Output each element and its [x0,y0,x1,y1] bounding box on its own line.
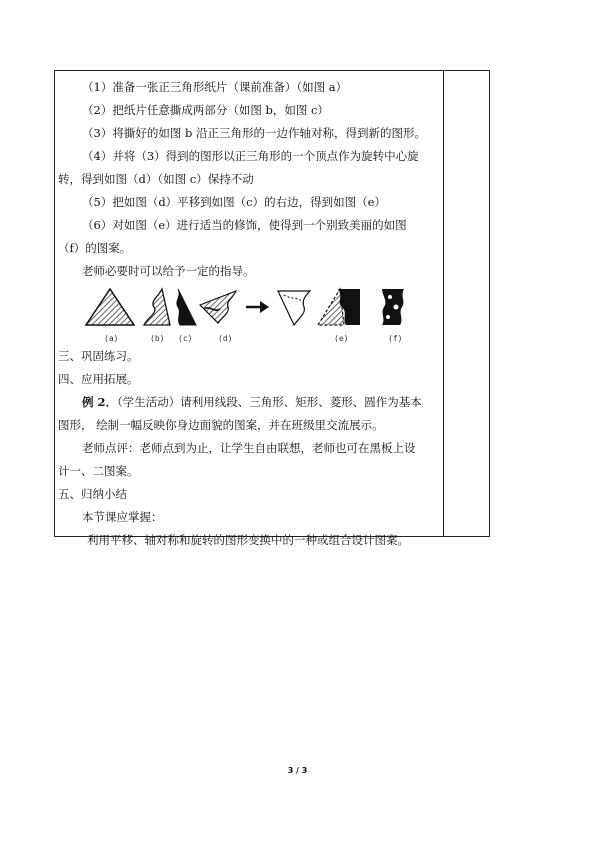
step-1: （1）准备一张正三角形纸片（课前准备）（如图 a） [82,80,348,94]
figure-b-piece [142,287,172,327]
comment-text-1: 老师点评：老师点到为止，让学生自由联想，老师也可在黑板上设 [82,441,416,455]
step-3: （3）将撕好的如图 b 沿正三角形的一边作轴对称，得到新的图形。 [82,126,426,140]
caption-c: (c) [178,334,193,343]
example-text-2: 图形， 绘制一幅反映你身边面貌的图案，并在班级里交流展示。 [58,418,384,432]
step-4-cont: 转，得到如图（d）（如图 c）保持不动 [58,172,254,186]
caption-b: (b) [150,334,165,343]
section-3-heading: 三、巩固练习。 [58,349,139,363]
summary-text: 利用平移、轴对称和旋转的图形变换中的一种或组合设计图案。 [87,533,409,547]
figure-c-piece [172,287,198,327]
example-label: 例 2． [82,395,118,409]
step-4: （4）并将（3）得到的图形以正三角形的一个顶点作为旋转中心旋 [82,149,419,163]
figure-f-decorated [376,287,410,327]
step-2: （2）把纸片任意撕成两部分（如图 b，如图 c） [82,103,329,117]
comment-text-2: 计一、二图案。 [58,464,139,478]
step-6: （6）对如图（e）进行适当的修饰，使得到一个别致美丽的如图 [82,218,407,232]
caption-f: (f) [388,334,403,343]
arrow-icon [244,287,270,327]
step-6-cont: （f）的图案。 [58,241,132,255]
figure-sequence [84,287,414,343]
table-column-divider [443,70,444,537]
step-5: （5）把如图（d）平移到如图（c）的右边，得到如图（e） [82,195,386,209]
figure-a-triangle [84,287,136,327]
page-number: 3 / 3 [287,766,308,775]
summary-intro: 本节课应掌握： [82,510,163,524]
caption-a: (a) [104,334,119,343]
figure-d2-shape [274,287,314,327]
section-5-heading: 五、归纳小结 [58,487,127,501]
figure-e-combined [314,287,364,327]
section-4-heading: 四、应用拓展。 [58,372,139,386]
caption-e: (e) [334,334,349,343]
figure-d-rotated [196,287,240,327]
caption-d: (d) [218,334,233,343]
lesson-content [58,76,440,552]
teacher-guide: 老师必要时可以给予一定的指导。 [82,264,255,278]
example-text-1: （学生活动）请利用线段、三角形、矩形、菱形、圆作为基本 [117,395,422,409]
